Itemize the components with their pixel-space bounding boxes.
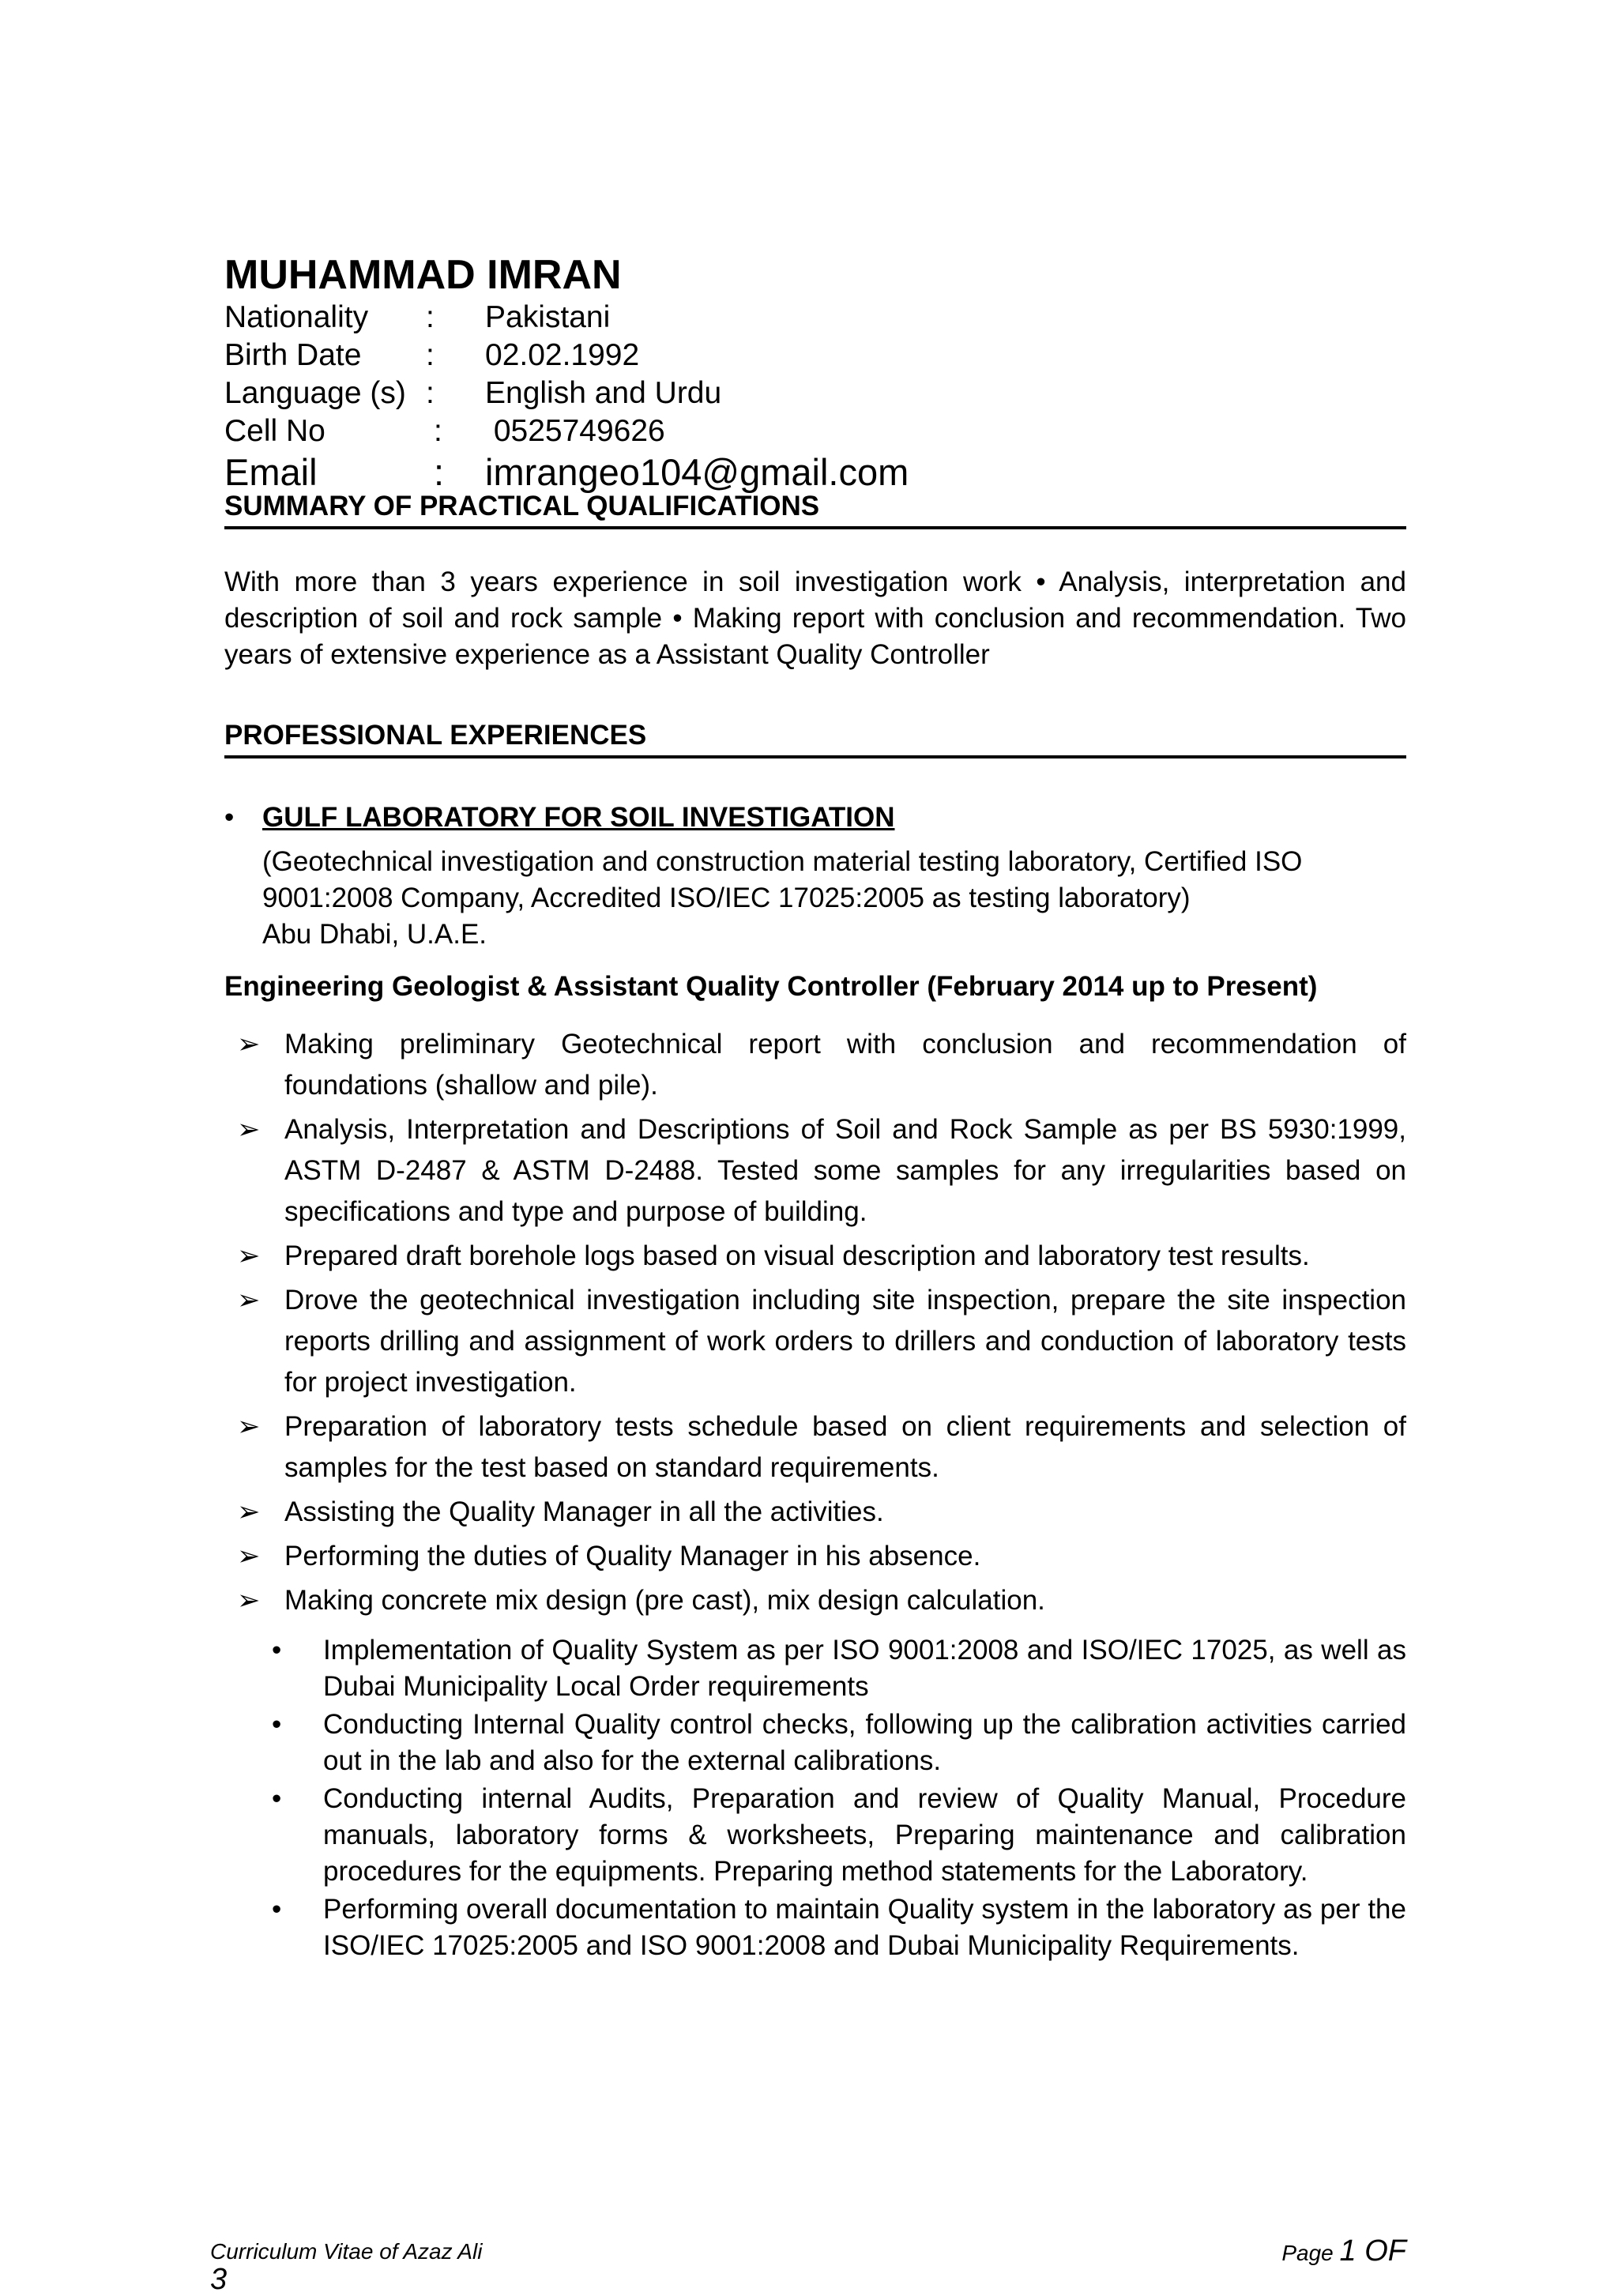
duty-text: Making concrete mix design (pre cast), mix design calculation.: [284, 1585, 1045, 1616]
list-item: [224, 1536, 1406, 1577]
info-label: Cell No: [224, 414, 325, 448]
footer-page-value: 1 OF: [1339, 2234, 1406, 2268]
role-title: Engineering Geologist & Assistant Quality Controller (February 2014 up to Present): [224, 971, 1318, 1002]
duty-text: Drove the geotechnical investigation including site inspection, prepare the site inspection reports drilling and assignment of work orders to drillers and conduction of laboratory tests for project investigation.: [284, 1285, 1406, 1398]
arrow-bullet-icon: ➢: [237, 1496, 261, 1527]
company-location: Abu Dhabi, U.A.E.: [262, 919, 487, 950]
bullet-icon: •: [224, 802, 235, 833]
quality-duty-text: Conducting Internal Quality control checks, following up the calibration activities carried out in the lab and also for the external calibrations.: [323, 1709, 1406, 1776]
duty-text: Analysis, Interpretation and Descriptions of Soil and Rock Sample as per BS 5930:1999, ASTM D-2487 & ASTM D-2488. Tested some samples for any irregularities based on specifications and type and purpose of building.: [284, 1114, 1406, 1227]
info-colon: :: [434, 414, 442, 448]
info-label: Birth Date: [224, 338, 362, 372]
info-colon: :: [434, 451, 445, 493]
footer-cv-owner: Curriculum Vitae of Azaz Ali: [210, 2239, 483, 2264]
list-item: [224, 1406, 1406, 1489]
info-value: 0525749626: [485, 414, 665, 448]
list-item: [272, 1707, 1406, 1779]
info-row-language: [224, 375, 1406, 412]
info-label: Nationality: [224, 300, 369, 334]
bullet-icon: •: [272, 1709, 282, 1740]
duties-list: [224, 1024, 1406, 1621]
info-row-birth-date: [224, 337, 1406, 375]
list-item: [272, 1891, 1406, 1964]
candidate-name: MUHAMMAD IMRAN: [224, 252, 622, 298]
info-value: 02.02.1992: [485, 338, 640, 372]
list-item: [272, 1781, 1406, 1890]
quality-duties-list: [224, 1632, 1406, 1964]
duty-text: Performing the duties of Quality Manager in his absence.: [284, 1541, 981, 1571]
info-colon: :: [426, 376, 435, 410]
email-value: imrangeo104@gmail.com: [485, 451, 909, 493]
quality-duty-text: Implementation of Quality System as per ISO 9001:2008 and ISO/IEC 17025, as well as Dubai Municipality Local Order requirements: [323, 1635, 1406, 1702]
company-description: (Geotechnical investigation and construction material testing laboratory, Certified ISO 9001:2008 Company, Accredited ISO/IEC 17025:2005 as testing laboratory): [262, 846, 1303, 913]
list-item: [224, 1236, 1406, 1277]
arrow-bullet-icon: ➢: [237, 1541, 261, 1571]
duty-text: Making preliminary Geotechnical report with conclusion and recommendation of foundations (shallow and pile).: [284, 1029, 1406, 1101]
company-name: GULF LABORATORY FOR SOIL INVESTIGATION: [262, 802, 895, 833]
info-label: Language (s): [224, 376, 406, 410]
bullet-icon: •: [272, 1635, 282, 1666]
company-entry: [224, 800, 1406, 836]
experience-heading: PROFESSIONAL EXPERIENCES: [224, 719, 1406, 758]
bullet-icon: •: [272, 1894, 282, 1925]
arrow-bullet-icon: ➢: [237, 1029, 261, 1060]
info-label: Email: [224, 451, 318, 493]
info-row-cell-no: [224, 412, 1406, 450]
duty-text: Assisting the Quality Manager in all the activities.: [284, 1496, 884, 1527]
info-value: Pakistani: [485, 300, 611, 334]
arrow-bullet-icon: ➢: [237, 1240, 261, 1271]
quality-duty-text: Performing overall documentation to maintain Quality system in the laboratory as per the ISO/IEC 17025:2005 and ISO 9001:2008 and Dubai Municipality Requirements.: [323, 1894, 1406, 1961]
list-item: [224, 1109, 1406, 1233]
arrow-bullet-icon: ➢: [237, 1285, 261, 1315]
list-item: [224, 1280, 1406, 1403]
info-row-email: [224, 450, 1406, 495]
list-item: [272, 1632, 1406, 1705]
list-item: [224, 1580, 1406, 1621]
duty-text: Preparation of laboratory tests schedule based on client requirements and selection of samples for the test based on standard requirements.: [284, 1411, 1406, 1483]
info-row-nationality: [224, 299, 1406, 337]
info-colon: :: [426, 300, 435, 334]
list-item: [224, 1024, 1406, 1106]
arrow-bullet-icon: ➢: [237, 1411, 261, 1442]
arrow-bullet-icon: ➢: [237, 1585, 261, 1616]
summary-heading: SUMMARY OF PRACTICAL QUALIFICATIONS: [224, 490, 1406, 529]
info-colon: :: [426, 338, 435, 372]
info-value: English and Urdu: [485, 376, 722, 410]
personal-info: [224, 299, 1406, 495]
cv-content: [224, 251, 1406, 1966]
quality-duty-text: Conducting internal Audits, Preparation and review of Quality Manual, Procedure manuals, laboratory forms & worksheets, Preparing maintenance and calibration procedures for the equipments. Preparing method statements for the Laboratory.: [323, 1783, 1406, 1887]
list-item: [224, 1492, 1406, 1533]
arrow-bullet-icon: ➢: [237, 1114, 261, 1145]
summary-text: With more than 3 years experience in soil investigation work • Analysis, interpretation and description of soil and rock sample • Making report with conclusion and recommendation. Two years of extensive experience as a Assistant Quality Controller: [224, 566, 1406, 670]
footer-total-pages: 3: [210, 2263, 228, 2296]
footer-page-number: [1281, 2234, 1406, 2268]
duty-text: Prepared draft borehole logs based on visual description and laboratory test results.: [284, 1240, 1310, 1271]
footer-page-word: Page: [1281, 2241, 1334, 2265]
bullet-icon: •: [272, 1783, 282, 1814]
